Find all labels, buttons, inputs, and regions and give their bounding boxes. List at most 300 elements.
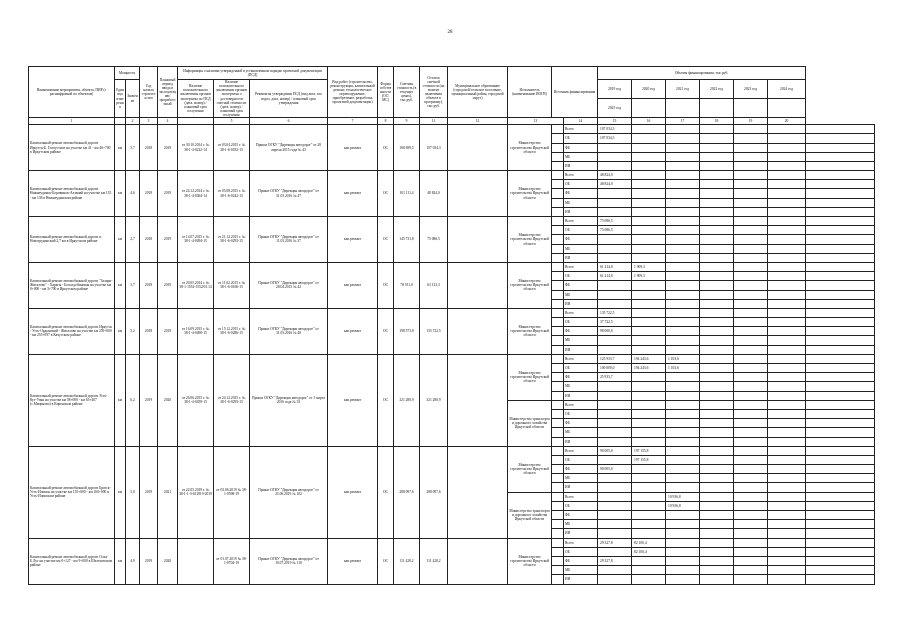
source-label: ИИ bbox=[564, 529, 598, 538]
funding-value bbox=[598, 547, 632, 556]
funding-value bbox=[806, 226, 875, 235]
object-municipality bbox=[448, 217, 508, 263]
spacer-cell bbox=[552, 226, 564, 235]
funding-value bbox=[734, 364, 768, 373]
funding-value bbox=[666, 180, 700, 189]
source-label: Всего bbox=[564, 262, 598, 271]
object-expertise bbox=[178, 538, 214, 584]
object-ownership: ОС bbox=[378, 308, 394, 354]
funding-value bbox=[632, 327, 666, 336]
funding-value bbox=[768, 125, 806, 134]
funding-value bbox=[666, 520, 700, 529]
funding-value bbox=[598, 143, 632, 152]
funding-value bbox=[700, 207, 734, 216]
spacer-cell bbox=[552, 125, 564, 134]
object-year-end: 2020 bbox=[158, 538, 178, 584]
funding-value bbox=[666, 134, 700, 143]
spacer-cell bbox=[552, 437, 564, 446]
funding-value bbox=[806, 198, 875, 207]
funding-value bbox=[598, 419, 632, 428]
source-label: ФБ bbox=[564, 373, 598, 382]
funding-value bbox=[768, 556, 806, 565]
funding-value bbox=[666, 391, 700, 400]
funding-value bbox=[806, 171, 875, 180]
object-expertise: от 26.06.2015 г. № 38-1-4-0459-15 bbox=[178, 354, 214, 446]
object-value: 4,9 bbox=[126, 538, 140, 584]
funding-value bbox=[666, 272, 700, 281]
funding-value bbox=[700, 262, 734, 271]
funding-value bbox=[806, 520, 875, 529]
object-est-cost: 111 428,2 bbox=[394, 538, 420, 584]
funding-value bbox=[734, 556, 768, 565]
funding-value bbox=[700, 382, 734, 391]
funding-value bbox=[734, 520, 768, 529]
funding-value bbox=[768, 308, 806, 317]
funding-value bbox=[632, 529, 666, 538]
funding-value bbox=[734, 290, 768, 299]
funding-value bbox=[632, 318, 666, 327]
funding-value bbox=[768, 235, 806, 244]
funding-value bbox=[632, 207, 666, 216]
object-work-type: кап.ремонт bbox=[328, 217, 378, 263]
funding-value bbox=[632, 437, 666, 446]
object-municipality bbox=[448, 538, 508, 584]
funding-value bbox=[700, 354, 734, 363]
funding-value bbox=[598, 455, 632, 464]
funding-value bbox=[700, 474, 734, 483]
object-year-end: 2019 bbox=[158, 217, 178, 263]
object-work-type: кап.ремонт bbox=[328, 171, 378, 217]
funding-value bbox=[666, 207, 700, 216]
funding-value bbox=[598, 520, 632, 529]
funding-value bbox=[700, 308, 734, 317]
object-name: Капитальный ремонт автомобильной дороги Братск-Усть-Илимск на участке км 155+000 - км 160+000 в Усть-Илимском районе bbox=[29, 446, 115, 538]
funding-value bbox=[768, 198, 806, 207]
column-index-row bbox=[29, 118, 875, 125]
object-executor: Министерство строительства Иркутской области bbox=[508, 171, 552, 217]
header-work-type: Вид работ (строительство, реконструкция, капитальный ремонт, технологическое перевооружение, приобретение, разработка проектной документации) bbox=[328, 67, 378, 118]
funding-value bbox=[734, 474, 768, 483]
source-label: ИИ bbox=[564, 161, 598, 170]
funding-value bbox=[598, 492, 632, 501]
funding-value bbox=[700, 373, 734, 382]
funding-value bbox=[768, 428, 806, 437]
funding-value bbox=[666, 308, 700, 317]
funding-value bbox=[700, 529, 734, 538]
object-cost-check: от 21.12.2015 г. № 38-1-6-0293-15 bbox=[214, 217, 250, 263]
funding-value bbox=[632, 290, 666, 299]
header-year-2025: 2025 год bbox=[598, 99, 632, 118]
object-executor: Министерство строительства Иркутской области bbox=[508, 446, 552, 492]
header-executor: Исполнитель (наименование ИОГВ) bbox=[508, 67, 552, 118]
funding-value bbox=[806, 290, 875, 299]
funding-value bbox=[700, 446, 734, 455]
funding-value bbox=[632, 382, 666, 391]
funding-value bbox=[632, 217, 666, 226]
spacer-cell bbox=[552, 207, 564, 216]
object-year-start: 2018 bbox=[140, 217, 158, 263]
funding-value bbox=[598, 244, 632, 253]
column-index: 17 bbox=[666, 118, 700, 125]
funding-value bbox=[734, 207, 768, 216]
object-work-type: кап.ремонт bbox=[328, 262, 378, 308]
funding-value bbox=[734, 391, 768, 400]
spacer-cell bbox=[552, 327, 564, 336]
object-est-cost: 288 097,6 bbox=[394, 446, 420, 538]
funding-value bbox=[768, 318, 806, 327]
spacer-cell bbox=[552, 382, 564, 391]
table-row bbox=[29, 446, 875, 455]
object-unit: км bbox=[115, 538, 126, 584]
source-label: МБ bbox=[564, 152, 598, 161]
spacer-cell bbox=[552, 345, 564, 354]
funding-value bbox=[806, 235, 875, 244]
funding-value bbox=[806, 575, 875, 584]
funding-value bbox=[632, 566, 666, 575]
column-index: 4 bbox=[158, 118, 178, 125]
funding-value bbox=[598, 474, 632, 483]
funding-value bbox=[768, 474, 806, 483]
funding-value bbox=[598, 409, 632, 418]
funding-value bbox=[768, 575, 806, 584]
page-number: 28 bbox=[447, 30, 453, 35]
object-remain: 288 097,6 bbox=[420, 446, 448, 538]
source-label: ФБ bbox=[564, 189, 598, 198]
object-executor: Министерство транспорта и дорожного хозяйства Иркутской области bbox=[508, 400, 552, 446]
funding-value bbox=[768, 253, 806, 262]
funding-value bbox=[598, 345, 632, 354]
funding-value bbox=[632, 465, 666, 474]
funding-value bbox=[806, 419, 875, 428]
spacer-cell bbox=[552, 235, 564, 244]
funding-value bbox=[768, 419, 806, 428]
spacer-cell bbox=[552, 290, 564, 299]
funding-value bbox=[768, 207, 806, 216]
funding-value bbox=[734, 382, 768, 391]
funding-value bbox=[700, 235, 734, 244]
source-label: ОБ bbox=[564, 272, 598, 281]
object-expertise: от 22.05.2019 г. № 38-1-1-3-011819-2019 bbox=[178, 446, 214, 538]
spacer-cell bbox=[552, 419, 564, 428]
funding-value bbox=[700, 143, 734, 152]
source-label: Всего bbox=[564, 354, 598, 363]
object-year-start: 2018 bbox=[140, 308, 158, 354]
object-approval: Приказ ОГКУ "Дирекция автодорог" от 1 марта 2016 года № 33 bbox=[250, 354, 328, 446]
spacer-cell bbox=[552, 520, 564, 529]
column-index: 15 bbox=[598, 118, 632, 125]
funding-value bbox=[666, 290, 700, 299]
object-remain: 321 280,9 bbox=[420, 354, 448, 446]
object-cost-check: от 03.04.2015 г. № 38-1-6-0182-15 bbox=[214, 125, 250, 171]
funding-value bbox=[734, 373, 768, 382]
funding-value bbox=[666, 547, 700, 556]
funding-value bbox=[632, 419, 666, 428]
funding-value bbox=[806, 299, 875, 308]
funding-value bbox=[806, 161, 875, 170]
object-ownership: ОС bbox=[378, 125, 394, 171]
funding-value bbox=[768, 391, 806, 400]
funding-value bbox=[700, 336, 734, 345]
funding-value bbox=[734, 161, 768, 170]
object-work-type: кап.ремонт bbox=[328, 308, 378, 354]
spacer-cell bbox=[552, 143, 564, 152]
object-executor: Министерство строительства Иркутской области bbox=[508, 262, 552, 308]
spacer-cell bbox=[552, 474, 564, 483]
spacer-cell bbox=[552, 373, 564, 382]
header-year-end: Плановый период ввода в эксплуатацию/проработочный bbox=[158, 67, 178, 118]
funding-value bbox=[806, 134, 875, 143]
object-year-end: 2021 bbox=[158, 446, 178, 538]
source-label: Всего bbox=[564, 125, 598, 134]
funding-value bbox=[806, 538, 875, 547]
spacer-cell bbox=[552, 492, 564, 501]
funding-value: 100 000,0 bbox=[598, 364, 632, 373]
funding-value bbox=[666, 483, 700, 492]
source-label: ИИ bbox=[564, 207, 598, 216]
header-year-2019: 2019 год bbox=[598, 80, 632, 99]
spacer-cell bbox=[552, 198, 564, 207]
funding-value bbox=[806, 244, 875, 253]
spacer-cell bbox=[552, 400, 564, 409]
object-ownership: ОС bbox=[378, 354, 394, 446]
object-municipality bbox=[448, 125, 508, 171]
spacer-cell bbox=[552, 281, 564, 290]
object-unit: км bbox=[115, 125, 126, 171]
object-approval: Приказ ОГКУ "Дирекция автодорог" от 28 апреля 2015 года № 43 bbox=[250, 125, 328, 171]
funding-value bbox=[632, 161, 666, 170]
funding-value bbox=[700, 152, 734, 161]
funding-value: 125 933,7 bbox=[598, 354, 632, 363]
spacer-cell bbox=[552, 299, 564, 308]
funding-value bbox=[734, 180, 768, 189]
funding-value bbox=[598, 281, 632, 290]
funding-value bbox=[734, 281, 768, 290]
table-row bbox=[29, 262, 875, 271]
column-index: 5 bbox=[214, 118, 250, 125]
source-label: ОБ bbox=[564, 455, 598, 464]
funding-value bbox=[666, 529, 700, 538]
funding-value bbox=[700, 226, 734, 235]
funding-value: 48 824,0 bbox=[598, 171, 632, 180]
source-label: МБ bbox=[564, 244, 598, 253]
object-year-start: 2018 bbox=[140, 125, 158, 171]
funding-value bbox=[734, 547, 768, 556]
funding-value bbox=[700, 428, 734, 437]
funding-value bbox=[700, 217, 734, 226]
funding-value bbox=[666, 327, 700, 336]
funding-value bbox=[632, 299, 666, 308]
funding-value bbox=[768, 501, 806, 510]
funding-value bbox=[734, 327, 768, 336]
funding-value bbox=[806, 189, 875, 198]
source-label: МБ bbox=[564, 382, 598, 391]
object-approval: Приказ ОГКУ "Дирекция автодорог" от 31.03.2016 № 47 bbox=[250, 171, 328, 217]
object-executor: Министерство строительства Иркутской области bbox=[508, 308, 552, 354]
object-value: 3,7 bbox=[126, 262, 140, 308]
funding-value bbox=[768, 189, 806, 198]
object-name: Капитальный ремонт автомобильной дороги "Залари-Жигалово" - Харагы - Бохолдобиновая на участке км 0+000 - км 3+700 в Иркутском районе bbox=[29, 262, 115, 308]
funding-value bbox=[666, 538, 700, 547]
object-municipality bbox=[448, 354, 508, 446]
funding-value bbox=[734, 409, 768, 418]
funding-value bbox=[666, 465, 700, 474]
source-label: ФБ bbox=[564, 419, 598, 428]
object-ownership: ОС bbox=[378, 262, 394, 308]
funding-value bbox=[734, 529, 768, 538]
object-approval: Приказ ОГКУ "Дирекция автодорог" от 25.06.2019 № 102 bbox=[250, 446, 328, 538]
object-year-start: 2019 bbox=[140, 354, 158, 446]
funding-value bbox=[806, 125, 875, 134]
funding-value bbox=[632, 189, 666, 198]
funding-value bbox=[768, 373, 806, 382]
object-cost-check: от 24.12.2015 г. № 38-1-6-0295-15 bbox=[214, 354, 250, 446]
funding-value bbox=[700, 547, 734, 556]
funding-value bbox=[598, 501, 632, 510]
funding-value bbox=[768, 180, 806, 189]
funding-value bbox=[806, 262, 875, 271]
funding-value bbox=[734, 299, 768, 308]
funding-value bbox=[632, 501, 666, 510]
funding-value bbox=[632, 180, 666, 189]
source-label: ИИ bbox=[564, 437, 598, 446]
funding-value: 107 034,3 bbox=[598, 134, 632, 143]
funding-value bbox=[666, 566, 700, 575]
column-index: 16 bbox=[632, 118, 666, 125]
funding-value bbox=[598, 198, 632, 207]
funding-value bbox=[632, 244, 666, 253]
spacer-cell bbox=[552, 511, 564, 520]
spacer-cell bbox=[552, 501, 564, 510]
funding-value bbox=[700, 511, 734, 520]
column-index bbox=[178, 118, 214, 125]
source-label: ФБ bbox=[564, 511, 598, 520]
funding-value bbox=[734, 483, 768, 492]
object-ownership: ОС bbox=[378, 446, 394, 538]
funding-value bbox=[734, 253, 768, 262]
funding-value bbox=[806, 492, 875, 501]
object-year-start: 2019 bbox=[140, 446, 158, 538]
spacer-cell bbox=[552, 566, 564, 575]
column-index: 9 bbox=[394, 118, 420, 125]
funding-value bbox=[632, 198, 666, 207]
object-remain: 63 123,3 bbox=[420, 262, 448, 308]
header-value: Значение bbox=[126, 80, 140, 118]
funding-value bbox=[632, 483, 666, 492]
object-work-type: кап.ремонт bbox=[328, 125, 378, 171]
funding-value bbox=[700, 253, 734, 262]
funding-value bbox=[700, 281, 734, 290]
funding-value: 37 722,5 bbox=[598, 318, 632, 327]
funding-value bbox=[768, 281, 806, 290]
funding-value bbox=[700, 180, 734, 189]
funding-value bbox=[768, 483, 806, 492]
funding-value bbox=[734, 446, 768, 455]
funding-value: 135 722,5 bbox=[598, 308, 632, 317]
object-executor: Министерство строительства Иркутской области bbox=[508, 538, 552, 584]
funding-value bbox=[598, 529, 632, 538]
funding-value bbox=[700, 575, 734, 584]
funding-value bbox=[734, 354, 768, 363]
funding-value bbox=[768, 226, 806, 235]
funding-value bbox=[632, 134, 666, 143]
funding-value bbox=[734, 189, 768, 198]
object-municipality bbox=[448, 446, 508, 538]
funding-value bbox=[666, 419, 700, 428]
funding-value bbox=[734, 171, 768, 180]
funding-value bbox=[806, 400, 875, 409]
funding-value bbox=[632, 511, 666, 520]
funding-value bbox=[806, 253, 875, 262]
funding-value bbox=[806, 217, 875, 226]
header-cost-check: Наличие положительного заключения органов экспертизы о достоверности сметной стоимости (дата, номер) / плановый срок получения bbox=[214, 80, 250, 118]
column-index: 20 bbox=[768, 118, 806, 125]
funding-value bbox=[700, 327, 734, 336]
funding-value bbox=[734, 143, 768, 152]
funding-value bbox=[806, 180, 875, 189]
funding-value bbox=[700, 566, 734, 575]
column-index: 1 bbox=[29, 118, 115, 125]
funding-value bbox=[700, 345, 734, 354]
funding-value bbox=[734, 226, 768, 235]
column-index: 13 bbox=[508, 118, 564, 125]
funding-value: 1 909,3 bbox=[632, 262, 666, 271]
funding-value bbox=[734, 318, 768, 327]
funding-value: 1 103,6 bbox=[666, 364, 700, 373]
column-index: 11 bbox=[420, 118, 448, 125]
object-remain: 75 086,5 bbox=[420, 217, 448, 263]
object-unit: км bbox=[115, 262, 126, 308]
spacer-cell bbox=[552, 529, 564, 538]
funding-value bbox=[806, 152, 875, 161]
column-index: 8 bbox=[378, 118, 394, 125]
header-approval: Реквизиты утверждения ПСД (вид акта, кто издал, дата, номер) / плановый срок утверждения bbox=[250, 80, 328, 118]
funding-value bbox=[598, 336, 632, 345]
funding-value bbox=[598, 566, 632, 575]
funding-value bbox=[666, 198, 700, 207]
funding-value bbox=[734, 272, 768, 281]
spacer-cell bbox=[552, 428, 564, 437]
funding-value bbox=[768, 529, 806, 538]
funding-value: 29 327,8 bbox=[598, 538, 632, 547]
funding-value bbox=[700, 419, 734, 428]
table-row bbox=[29, 125, 875, 134]
funding-value bbox=[768, 171, 806, 180]
funding-value bbox=[700, 538, 734, 547]
funding-value bbox=[806, 529, 875, 538]
funding-value bbox=[734, 566, 768, 575]
funding-value bbox=[806, 474, 875, 483]
object-est-cost: 101 111,4 bbox=[394, 171, 420, 217]
funding-value bbox=[666, 446, 700, 455]
source-label: ФБ bbox=[564, 327, 598, 336]
funding-value bbox=[666, 161, 700, 170]
object-municipality bbox=[448, 171, 508, 217]
funding-value bbox=[734, 511, 768, 520]
funding-value: 197 155,8 bbox=[632, 446, 666, 455]
object-value: 5,0 bbox=[126, 446, 140, 538]
funding-value bbox=[806, 465, 875, 474]
funding-value bbox=[768, 345, 806, 354]
funding-value bbox=[598, 400, 632, 409]
spacer-cell bbox=[552, 217, 564, 226]
funding-value bbox=[632, 171, 666, 180]
funding-value bbox=[666, 409, 700, 418]
funding-value bbox=[768, 299, 806, 308]
object-name: Капитальный ремонт автомобильной дороги Нижнеудинск-Боровинок-Алзамай на участке км 135 - км 138 в Нижнеудинском районе bbox=[29, 171, 115, 217]
header-year-2023: 2023 год bbox=[734, 80, 768, 99]
funding-value bbox=[734, 455, 768, 464]
funding-value bbox=[734, 492, 768, 501]
